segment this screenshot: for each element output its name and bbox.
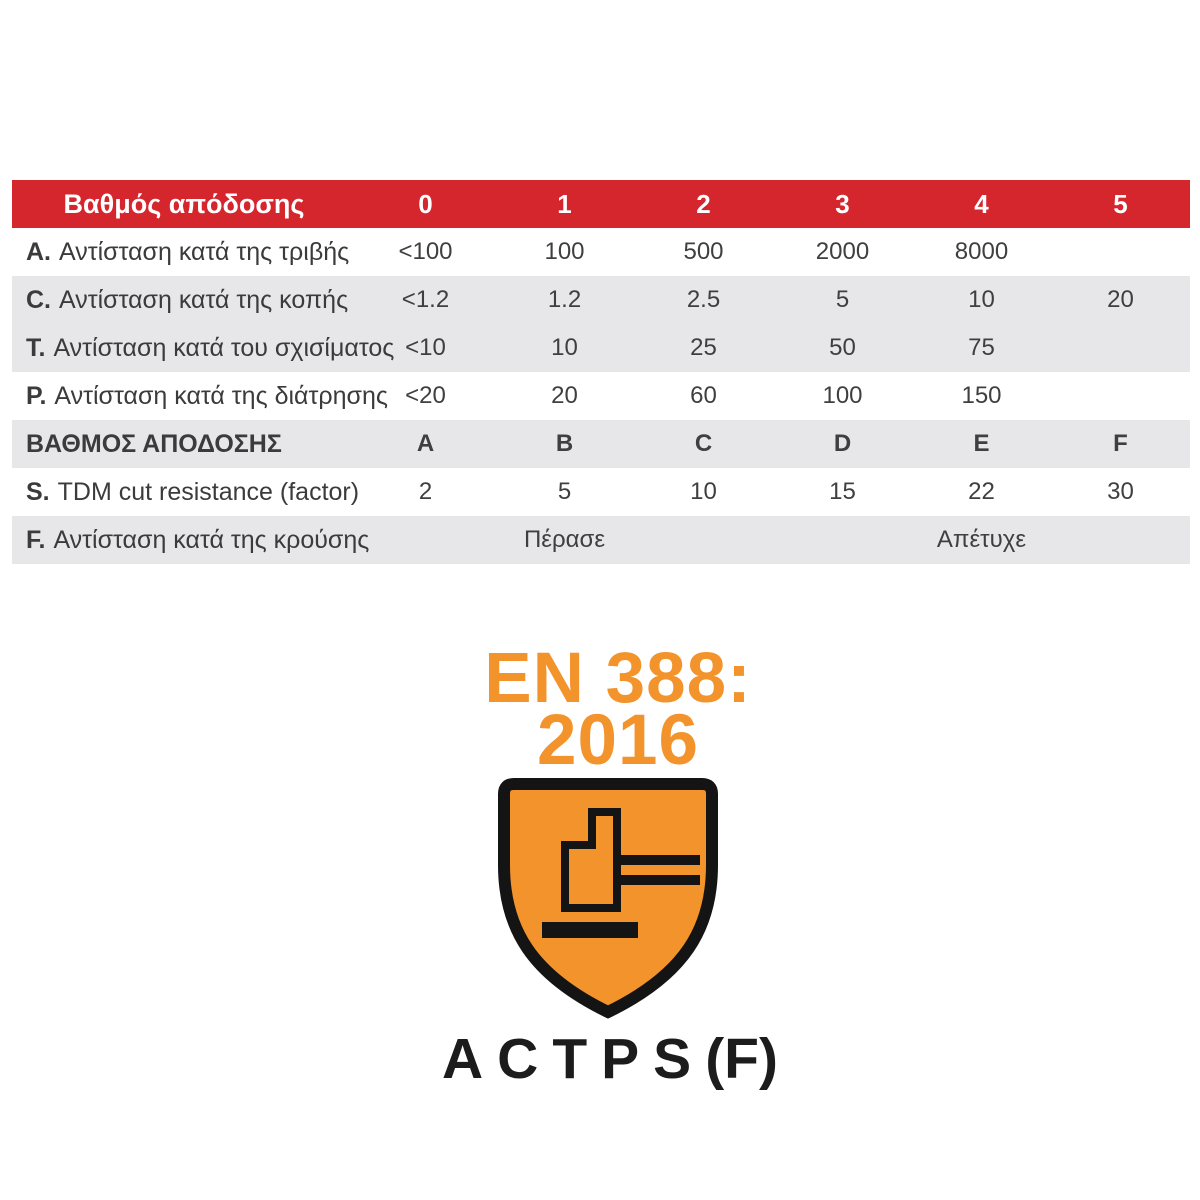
row-label: S. TDM cut resistance (factor) xyxy=(26,477,360,506)
cell-value: 2.5 xyxy=(686,286,721,313)
row-prefix: A. xyxy=(26,237,51,266)
cell-value: 10 xyxy=(690,478,717,505)
cell-value: 25 xyxy=(690,334,717,361)
cell-value: <1.2 xyxy=(401,286,450,313)
cell-value: 20 xyxy=(1107,286,1134,313)
cell-value: 2000 xyxy=(815,238,870,265)
cell-value: 2 xyxy=(418,478,433,505)
standard-line1: EN 388: xyxy=(484,639,752,718)
cell-value: 20 xyxy=(551,382,578,409)
header-col-5: 5 xyxy=(1113,188,1128,219)
cell-value: B xyxy=(555,430,574,457)
ground-bar xyxy=(542,922,638,938)
cell-value: D xyxy=(833,430,852,457)
header-col-2: 2 xyxy=(696,188,711,219)
cell-value: 30 xyxy=(1107,478,1134,505)
cell-value: Απέτυχε xyxy=(936,526,1027,553)
row-label: A. Αντίσταση κατά της τριβής xyxy=(26,237,350,266)
cell-value: 500 xyxy=(683,238,724,265)
row-prefix: T. xyxy=(26,333,46,362)
row-label: P. Αντίσταση κατά της διάτρησης xyxy=(26,381,388,410)
cell-value: <20 xyxy=(405,382,446,409)
cell-value: 5 xyxy=(835,286,850,313)
row-prefix: F. xyxy=(26,525,46,554)
row-prefix: S. xyxy=(26,477,50,506)
cell-value: 22 xyxy=(968,478,995,505)
impact-bar-bottom xyxy=(613,875,700,885)
row-label: T. Αντίσταση κατά του σχισίματος xyxy=(26,333,395,362)
row-prefix: C. xyxy=(26,285,51,314)
cell-value: 100 xyxy=(544,238,585,265)
header-col-4: 4 xyxy=(974,188,989,219)
row-label: F. Αντίσταση κατά της κρούσης xyxy=(26,525,370,554)
cell-value: 8000 xyxy=(954,238,1009,265)
table-header-row xyxy=(12,180,1190,228)
cell-value: A xyxy=(416,430,435,457)
standard-line2: 2016 xyxy=(537,701,699,780)
protection-code-suffix: (F) xyxy=(705,1027,778,1091)
protection-code xyxy=(390,1026,830,1092)
cell-value: 1.2 xyxy=(547,286,582,313)
cell-value: 5 xyxy=(557,478,572,505)
cell-value: <100 xyxy=(398,238,453,265)
table-row-abrasion xyxy=(12,228,1190,276)
cell-value: 10 xyxy=(968,286,995,313)
cell-value: 10 xyxy=(551,334,578,361)
table-row-performance-level xyxy=(12,420,1190,468)
header-col-3: 3 xyxy=(835,188,850,219)
cell-value: C xyxy=(694,430,713,457)
standard-title xyxy=(418,639,818,780)
cell-value: 15 xyxy=(829,478,856,505)
row-label: ΒΑΘΜΟΣ ΑΠΟΔΟΣΗΣ xyxy=(26,429,282,458)
cell-value: 60 xyxy=(690,382,717,409)
en388-impact-shield-icon xyxy=(494,777,722,1019)
protection-code-letters: ACTPS xyxy=(442,1027,706,1091)
cell-value: E xyxy=(973,430,990,457)
row-label: C. Αντίσταση κατά της κοπής xyxy=(26,285,349,314)
cell-value: 75 xyxy=(968,334,995,361)
header-col-0: 0 xyxy=(418,188,433,219)
cell-value: 50 xyxy=(829,334,856,361)
table-row-tear xyxy=(12,324,1190,372)
cell-value: Πέρασε xyxy=(523,526,606,553)
table-row-puncture xyxy=(12,372,1190,420)
cell-value: F xyxy=(1113,430,1128,457)
row-prefix: P. xyxy=(26,381,47,410)
table-row-cut xyxy=(12,276,1190,324)
header-col-1: 1 xyxy=(557,188,572,219)
table-row-tdm-cut xyxy=(12,468,1190,516)
cell-value: 100 xyxy=(822,382,863,409)
impact-bar-top xyxy=(613,855,700,865)
header-label: Βαθμός απόδοσης xyxy=(63,188,305,219)
cell-value: 150 xyxy=(961,382,1002,409)
cell-value: <10 xyxy=(405,334,446,361)
table-row-impact xyxy=(12,516,1190,564)
en388-performance-table xyxy=(12,180,1190,564)
